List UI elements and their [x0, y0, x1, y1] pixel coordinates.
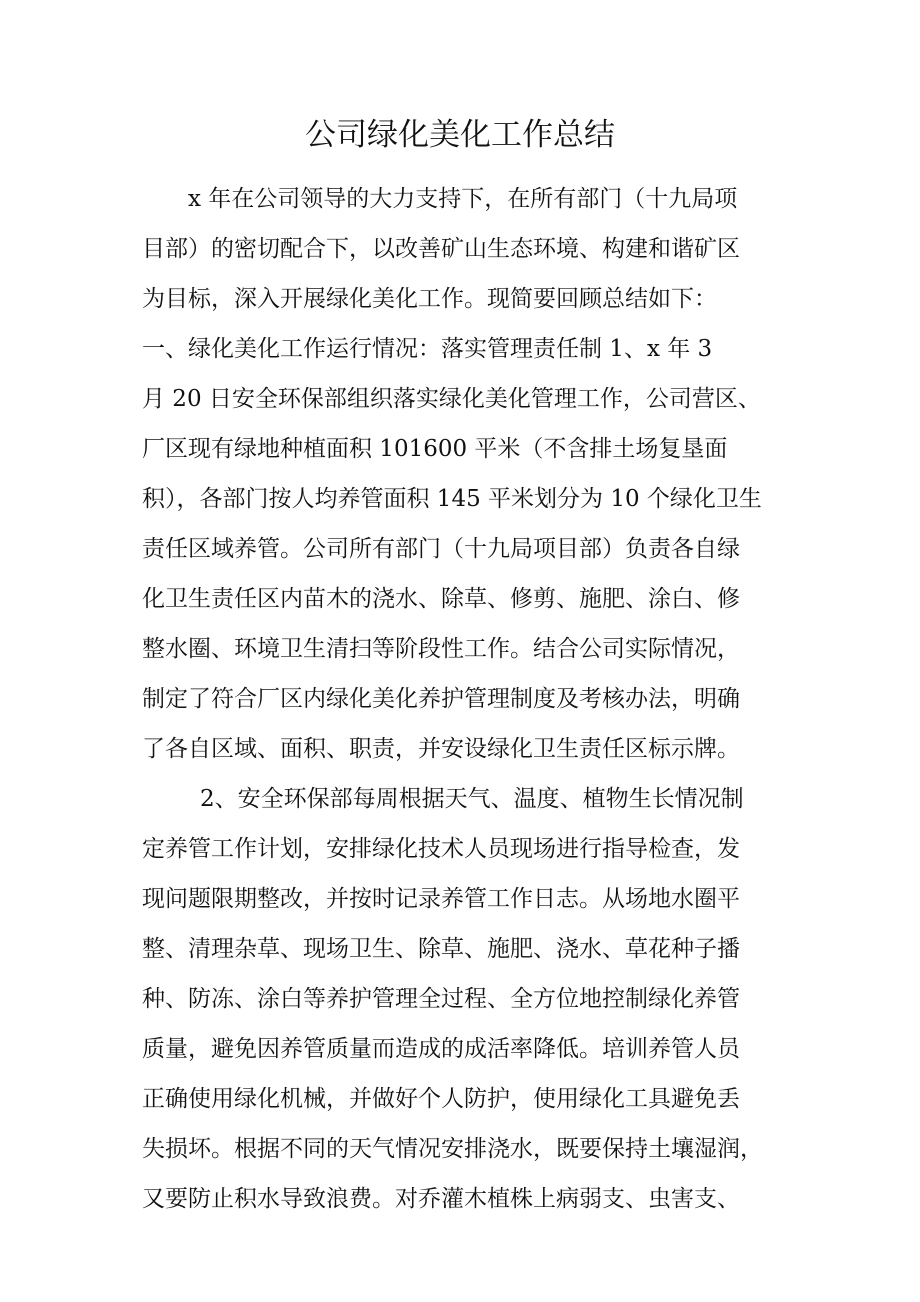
line-text: 质量，避免因养管质量而造成的成活率降低。培训养管人员	[142, 1036, 740, 1062]
line-text: 目部）的密切配合下，以改善矿山生态环境、构建和谐矿区	[142, 236, 740, 262]
document-title: 公司绿化美化工作总结	[305, 117, 615, 153]
line-text: 正确使用绿化机械，并做好个人防护，使用绿化工具避免丢	[142, 1086, 740, 1112]
line-text: 种、防冻、涂白等养护管理全过程、全方位地控制绿化养管	[142, 986, 740, 1012]
line-text: 月 20 日安全环保部组织落实绿化美化管理工作，公司营区、	[142, 386, 761, 412]
line-text: 了各自区域、面积、职责，并安设绿化卫生责任区标示牌。	[142, 736, 740, 762]
line-text: 整、清理杂草、现场卫生、除草、施肥、浇水、草花种子播	[142, 936, 740, 962]
line-text: 定养管工作计划，安排绿化技术人员现场进行指导检查，发	[142, 836, 740, 862]
line-text: 失损坏。根据不同的天气情况安排浇水，既要保持土壤湿润，	[142, 1136, 763, 1162]
line-text: 现问题限期整改，并按时记录养管工作日志。从场地水圈平	[142, 886, 740, 912]
line-text: 又要防止积水导致浪费。对乔灌木植株上病弱支、虫害支、	[142, 1186, 740, 1212]
line-text: 积），各部门按人均养管面积 145 平米划分为 10 个绿化卫生	[142, 486, 762, 512]
line-text: 整水圈、环境卫生清扫等阶段性工作。结合公司实际情况，	[142, 636, 740, 662]
line-text: 厂区现有绿地种植面积 101600 平米（不含排土场复垦面	[142, 436, 728, 462]
line-text: 为目标，深入开展绿化美化工作。现简要回顾总结如下：	[142, 286, 717, 312]
line-text: x 年在公司领导的大力支持下，在所有部门（十九局项	[188, 186, 738, 212]
line-text: 责任区域养管。公司所有部门（十九局项目部）负责各自绿	[142, 536, 740, 562]
line-text: 制定了符合厂区内绿化美化养护管理制度及考核办法，明确	[142, 686, 740, 712]
line-text: 化卫生责任区内苗木的浇水、除草、修剪、施肥、涂白、修	[142, 586, 740, 612]
line-text: 2、安全环保部每周根据天气、温度、植物生长情况制	[200, 786, 744, 812]
line-text: 一、绿化美化工作运行情况：落实管理责任制 1、x 年 3	[142, 336, 713, 362]
